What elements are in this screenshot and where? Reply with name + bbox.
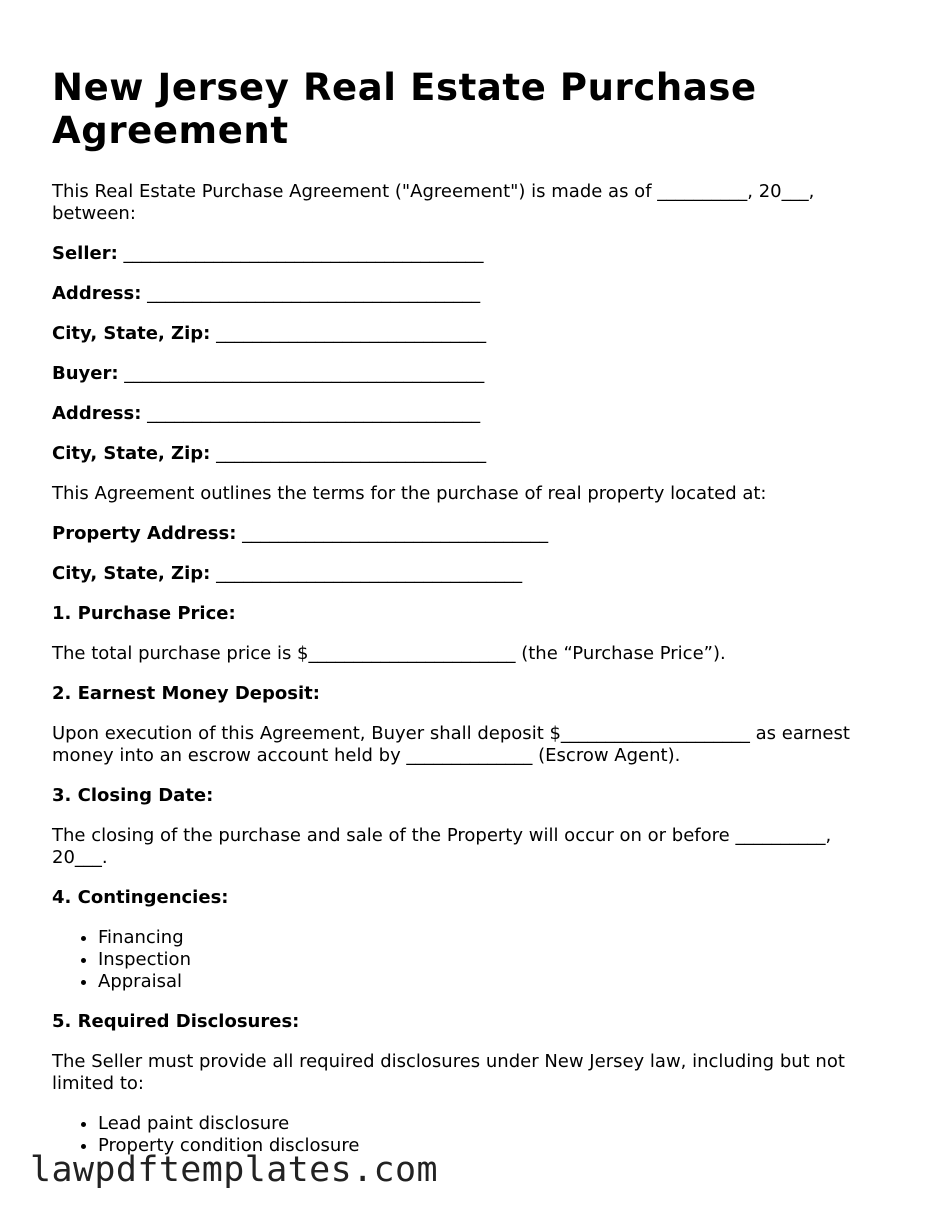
section-4-heading: 4. Contingencies: — [52, 887, 229, 908]
seller-address-label: Address: — [52, 283, 142, 304]
property-address-field — [52, 523, 892, 545]
section-5-heading: 5. Required Disclosures: — [52, 1011, 300, 1032]
list-item: • Lead paint disclosure — [98, 1113, 892, 1135]
buyer-city-blank: ______________________________ — [216, 443, 487, 464]
section-1-text: The total purchase price is $_______________________ (the “Purchase Price”). — [52, 643, 726, 664]
seller-city-label: City, State, Zip: — [52, 323, 211, 344]
property-address-label: Property Address: — [52, 523, 237, 544]
buyer-address-label: Address: — [52, 403, 142, 424]
section-2-text: Upon execution of this Agreement, Buyer shall deposit $_____________________ as earnest money into an escrow account held by ______________ (Escrow Agent). — [52, 723, 850, 766]
buyer-label: Buyer: — [52, 363, 119, 384]
document-title: New Jersey Real Estate Purchase Agreement — [52, 66, 757, 152]
buyer-address-blank: _____________________________________ — [147, 403, 481, 424]
section-2-heading: 2. Earnest Money Deposit: — [52, 683, 320, 704]
buyer-address-field — [52, 403, 892, 425]
list-item: • Inspection — [98, 949, 892, 971]
watermark-text: lawpdftemplates.com — [30, 1150, 438, 1190]
list-item: • Financing — [98, 927, 892, 949]
section-3-text: The closing of the purchase and sale of the Property will occur on or before __________, 20___. — [52, 825, 832, 868]
buyer-blank: ________________________________________ — [124, 363, 485, 384]
seller-city-blank: ______________________________ — [216, 323, 487, 344]
buyer-field — [52, 363, 892, 385]
list-item: • Property condition disclosure — [98, 1135, 892, 1157]
seller-city-field — [52, 323, 892, 345]
section-5-text: The Seller must provide all required disclosures under New Jersey law, including but not limited to: — [52, 1051, 845, 1094]
buyer-city-field — [52, 443, 892, 465]
contingencies-list — [52, 927, 892, 993]
property-intro: This Agreement outlines the terms for the purchase of real property located at: — [52, 483, 767, 504]
list-item: • Appraisal — [98, 971, 892, 993]
seller-address-field — [52, 283, 892, 305]
property-city-field — [52, 563, 892, 585]
seller-field — [52, 243, 892, 265]
property-city-blank: __________________________________ — [216, 563, 523, 584]
property-address-blank: __________________________________ — [242, 523, 549, 544]
intro-paragraph: This Real Estate Purchase Agreement ("Agreement") is made as of __________, 20___, between: — [52, 181, 815, 224]
seller-address-blank: _____________________________________ — [147, 283, 481, 304]
buyer-city-label: City, State, Zip: — [52, 443, 211, 464]
section-1-heading: 1. Purchase Price: — [52, 603, 236, 624]
seller-label: Seller: — [52, 243, 118, 264]
seller-blank: ________________________________________ — [123, 243, 484, 264]
document-page — [52, 66, 892, 1157]
property-city-label: City, State, Zip: — [52, 563, 211, 584]
section-3-heading: 3. Closing Date: — [52, 785, 214, 806]
